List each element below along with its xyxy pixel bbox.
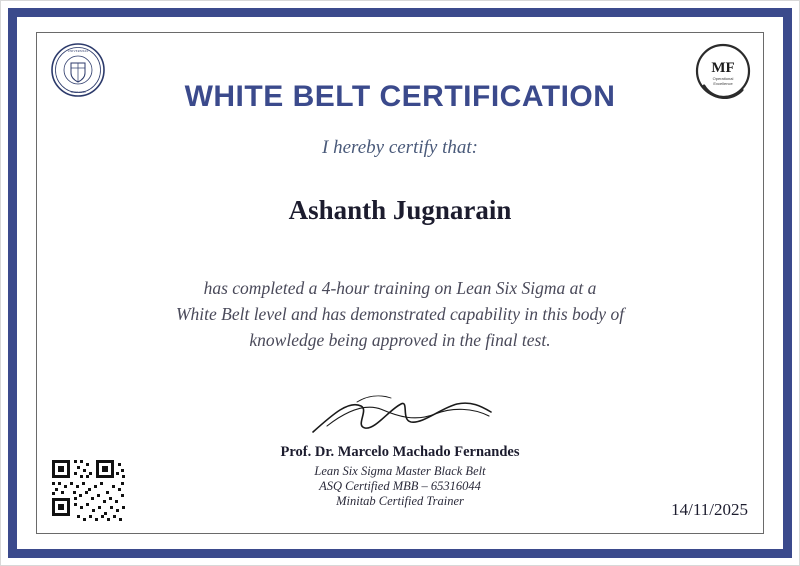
svg-text:SIGILLUM: SIGILLUM — [70, 90, 86, 94]
signer-block — [36, 444, 764, 509]
svg-text:UNIVERSITAS: UNIVERSITAS — [67, 49, 89, 53]
signer-name: Prof. Dr. Marcelo Machado Fernandes — [280, 444, 520, 460]
certificate-content — [36, 32, 764, 534]
certificate-body-text — [106, 275, 694, 353]
signer-title-2: ASQ Certified MBB – 65316044 — [319, 479, 481, 493]
svg-text:MF: MF — [711, 60, 735, 76]
signer-title-3: Minitab Certified Trainer — [336, 494, 464, 508]
signer-title-1: Lean Six Sigma Master Black Belt — [314, 464, 486, 478]
signature-icon — [305, 392, 495, 440]
page-title: WHITE BELT CERTIFICATION — [184, 80, 616, 113]
body-line-2: White Belt level and has demonstrated capability in this body of — [175, 304, 625, 324]
issue-date: 14/11/2025 — [671, 500, 748, 519]
svg-text:Operational: Operational — [712, 76, 734, 81]
body-line-3: knowledge being approved in the final test. — [249, 330, 551, 350]
qr-code-icon[interactable] — [50, 458, 128, 524]
body-line-1: has completed a 4-hour training on Lean Six Sigma at a — [203, 278, 597, 298]
recipient-name: Ashanth Jugnarain — [288, 195, 512, 225]
certify-intro-text: I hereby certify that: — [322, 137, 478, 158]
svg-text:Excellence: Excellence — [713, 81, 733, 86]
